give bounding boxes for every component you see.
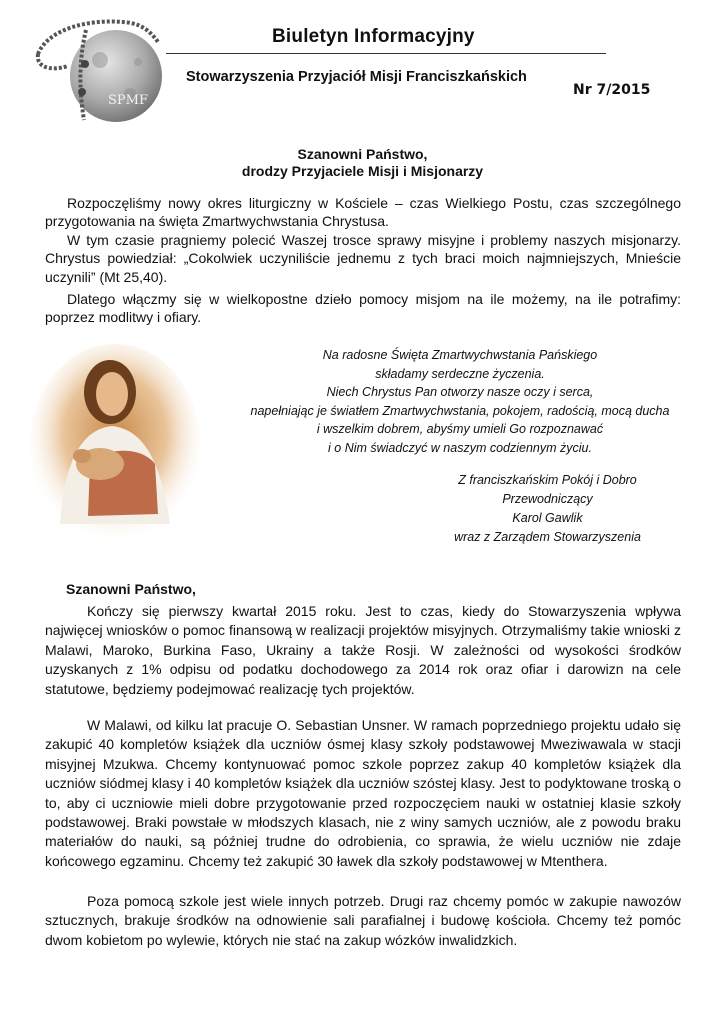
easter-wishes: [210, 346, 710, 457]
wish-line: i o Nim świadczyć w naszym codziennym życiu.: [328, 440, 592, 455]
spmf-logo: [28, 14, 168, 129]
association-name: Stowarzyszenia Przyjaciół Misji Franciszkańskich: [186, 69, 527, 85]
letter2-paragraph: W Malawi, od kilku lat pracuje O. Sebastian Unsner. W ramach poprzedniego projektu udało się zakupić 40 kompletów książek dla uczniów ósmej klasy szkoły podstawowej Mweziwawala w stacji misyjnej Mzukwa. Chcemy kontynuować pomoc szkole poprzez zakup 40 kompletów książek dla uczniów siódmej klasy i 40 kompletów książek dla uczniów szóstej klasy. Jest to podyktowane troską o to, aby ci uczniowie mieli dobre przygotowanie przed rozpoczęciem nauki w ostatniej klasie szkoły podstawowej. Braki powstałe w młodszych klasach, nie z winy samych uczniów, ale z powodu braku materiałów do nauki, są później trudne do odrobienia, co sprawia, że wielu uczniów nie zdaje końcowego egzaminu. Chcemy też zakupić 30 ławek dla szkoły podstawowej w Mtenthera.: [45, 717, 681, 869]
wish-line: Niech Chrystus Pan otworzy nasze oczy i serca,: [326, 385, 594, 399]
letter2-greeting: Szanowni Państwo,: [66, 581, 196, 597]
signature-line: Z franciszkańskim Pokój i Dobro: [458, 473, 637, 487]
wish-line: składamy serdeczne życzenia.: [375, 366, 545, 381]
greeting-line-2: drodzy Przyjaciele Misji i Misjonarzy: [241, 163, 484, 179]
signature-block: [420, 471, 675, 547]
letter1-paragraph: Rozpoczęliśmy nowy okres liturgiczny w Kościele – czas Wielkiego Postu, czas szczególnego przygotowania na święta Zmartwychwstania Chrystusa.: [45, 195, 681, 230]
letter1-paragraph: W tym czasie pragniemy polecić Waszej trosce sprawy misyjne i problemy naszych misjonarzy. Chrystus powiedział: „Cokolwiek uczyniliście jednemu z tych braci moich najmniejszych, Mnieście uczynili” (Mt 25,40).: [45, 232, 681, 285]
logo-text: SPMF: [108, 93, 148, 108]
signature-line: Przewodniczący: [502, 492, 593, 506]
wish-line: i wszelkim dobrem, abyśmy umieli Go rozpoznawać: [316, 422, 604, 436]
bulletin-title: Biuletyn Informacyjny: [272, 26, 475, 47]
issue-number: Nr 7/2015: [573, 82, 651, 98]
signature-line: Karol Gawlik: [512, 511, 583, 525]
header-divider: [166, 53, 606, 54]
letter2-paragraph: Kończy się pierwszy kwartał 2015 roku. Jest to czas, kiedy do Stowarzyszenia wpływa najwięcej wniosków o pomoc finansową w realizacji projektów misyjnych. Otrzymaliśmy takie wnioski z Malawi, Maroko, Burkina Faso, Ukrainy a także Rosji. W zależności od wysokości środków uzyskanych z 1% odpisu od podatku dochodowego za 2014 rok oraz ofiar i darowizn na cele statutowe, będziemy podejmować realizację tych projektów.: [45, 603, 681, 697]
signature-line: wraz z Zarządem Stowarzyszenia: [454, 530, 641, 544]
letter2-paragraph: Poza pomocą szkole jest wiele innych potrzeb. Drugi raz chcemy pomóc w zakupie nawozów sztucznych, brakuje środków na odnowienie sali parafialnej i budowę kościoła. Chcemy też pomóc dwom kobietom po wylewie, których nie stać na zakup wózków inwalidzkich.: [45, 893, 681, 948]
greeting-line-1: Szanowni Państwo,: [297, 146, 428, 162]
letter1-paragraph: Dlatego włączmy się w wielkopostne dzieło pomocy misjom na ile możemy, na ile potrafimy: poprzez modlitwy i ofiary.: [45, 291, 681, 326]
jesus-with-lamb-image: [30, 344, 200, 544]
wish-line: Na radosne Święta Zmartwychwstania Pańskiego: [322, 348, 598, 362]
wish-line: napełniając je światłem Zmartwychwstania, pokojem, radością, mocą ducha: [250, 403, 670, 418]
